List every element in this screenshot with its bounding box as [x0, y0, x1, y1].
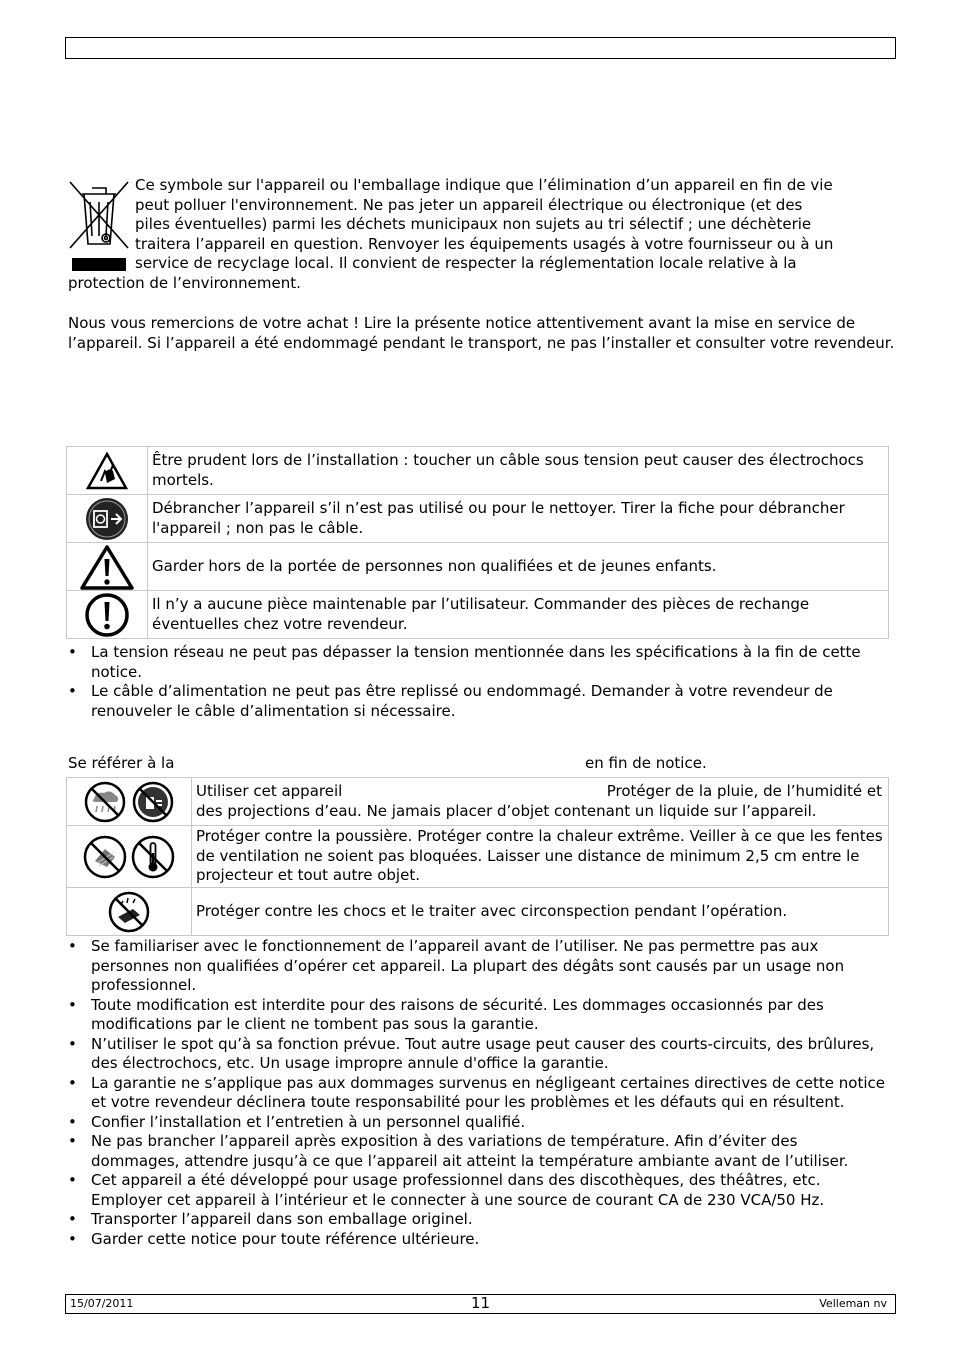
list-item: • Cet appareil a été développé pour usage professionnel dans des discothèques, des théâtres, etc. Employer cet appareil à l’intérieur et le connecter à une source de courant CA de 230 VCA/50 Hz. [66, 1171, 886, 1210]
footer-company: Velleman nv [819, 1297, 887, 1310]
table-row [67, 888, 889, 936]
electric-shock-warning-icon [85, 451, 129, 491]
list-item: • La tension réseau ne peut pas dépasser la tension mentionnée dans les spécifications à la fin de cette notice. [66, 643, 886, 682]
env-row-1-right: Protéger de la pluie, de l’humidité et [606, 782, 882, 800]
header-box [65, 37, 896, 59]
guideline-reference-end: en fin de notice. [585, 754, 707, 772]
env-row-1-left: Utiliser cet appareil [196, 782, 343, 800]
warning-triangle-icon [79, 544, 135, 590]
no-dust-icon [83, 835, 127, 879]
weee-line-5: service de recyclage local. Il convient de respecter la réglementation locale relative à la [135, 254, 797, 272]
list-item: • La garantie ne s’applique pas aux dommages survenus en négligeant certaines directives de cette notice et votre revendeur déclinera toute responsabilité pour les problèmes et les défauts qui en résultent. [66, 1074, 886, 1113]
table-cell: Être prudent lors de l’installation : toucher un câble sous tension peut causer des électrochocs mortels. [148, 447, 889, 495]
intro-paragraph: Nous vous remercions de votre achat ! Lire la présente notice attentivement avant la mise en service de l’appareil. Si l’appareil a été endommagé pendant le transport, ne pas l’installer et consulter votre revendeur. [68, 314, 895, 352]
table-row [67, 826, 889, 888]
list-item: • Le câble d’alimentation ne peut pas être replissé ou endommagé. Demander à votre revendeur de renouveler le câble d’alimentation si nécessaire. [66, 682, 886, 721]
list-item: • Se familiariser avec le fonctionnement de l’appareil avant de l’utiliser. Ne pas permettre pas aux personnes non qualifiées d’opérer cet appareil. La plupart des dégâts sont causés par un usage non professionnel. [66, 937, 886, 996]
table-cell: Débrancher l’appareil s’il n’est pas utilisé ou pour le nettoyer. Tirer la fiche pour débrancher l'appareil ; non pas le câble. [148, 495, 889, 543]
weee-line-4: traitera l’appareil en question. Renvoyer les équipements usagés à votre fournisseur ou à un [135, 234, 834, 253]
bullet-list-1 [66, 643, 886, 721]
table-row [67, 778, 889, 826]
weee-line-6: protection de l’environnement. [68, 273, 301, 292]
unplug-device-icon [85, 497, 129, 541]
list-item: • Transporter l’appareil dans son emballage originel. [66, 1210, 886, 1230]
guideline-reference-start: Se référer à la [68, 754, 175, 772]
list-item: • Ne pas brancher l’appareil après exposition à des variations de température. Afin d’éviter des dommages, attendre jusqu’à ce que l’appareil ait atteint la température ambiante avant de l’utiliser. [66, 1132, 886, 1171]
table-cell: Protéger contre les chocs et le traiter avec circonspection pendant l’opération. [192, 888, 889, 936]
no-water-splash-icon [132, 781, 174, 823]
weee-line-1: Ce symbole sur l'appareil ou l'emballage indique que l’élimination d’un appareil en fin de vie [135, 176, 833, 194]
safety-instructions-table [66, 446, 889, 639]
footer [65, 1294, 896, 1314]
weee-line-2: peut polluer l'environnement. Ne pas jeter un appareil électrique ou électronique (et des [135, 195, 803, 214]
table-row [67, 543, 889, 591]
table-cell: Il n’y a aucune pièce maintenable par l’utilisateur. Commander des pièces de rechange éventuelles chez votre revendeur. [148, 591, 889, 639]
list-item: • Confier l’installation et l’entretien à un personnel qualifié. [66, 1113, 886, 1133]
weee-disposal-text [68, 176, 898, 293]
env-row-1-rest: des projections d’eau. Ne jamais placer d’objet contenant un liquide sur l’appareil. [196, 801, 817, 820]
table-row [67, 495, 889, 543]
table-cell: Garder hors de la portée de personnes non qualifiées et de jeunes enfants. [148, 543, 889, 591]
no-heat-icon [131, 835, 175, 879]
list-item: • Toute modification est interdite pour des raisons de sécurité. Les dommages occasionnés par des modifications par le client ne tombent pas sous la garantie. [66, 996, 886, 1035]
table-row [67, 447, 889, 495]
exclamation-circle-icon [84, 592, 130, 638]
table-cell: Protéger contre la poussière. Protéger contre la chaleur extrême. Veiller à ce que les fentes de ventilation ne soient pas bloquées. Laisser une distance de minimum 2,5 cm entre le projecteur et tout autre objet. [192, 826, 889, 888]
table-cell [192, 778, 889, 826]
weee-line-3: piles éventuelles) parmi les déchets municipaux non sujets au tri sélectif ; une déchèterie [135, 215, 812, 233]
no-rain-icon [84, 781, 126, 823]
footer-date: 15/07/2011 [70, 1297, 134, 1310]
no-shock-icon [107, 891, 151, 933]
list-item: • N’utiliser le spot qu’à sa fonction prévue. Tout autre usage peut causer des courts-circuits, des brûlures, des électrochocs, etc. Un usage impropre annule d'office la garantie. [66, 1035, 886, 1074]
bullet-list-2 [66, 937, 886, 1249]
table-row [67, 591, 889, 639]
list-item: • Garder cette notice pour toute référence ultérieure. [66, 1230, 886, 1250]
environment-instructions-table [66, 777, 889, 936]
page-number: 11 [470, 1294, 491, 1312]
